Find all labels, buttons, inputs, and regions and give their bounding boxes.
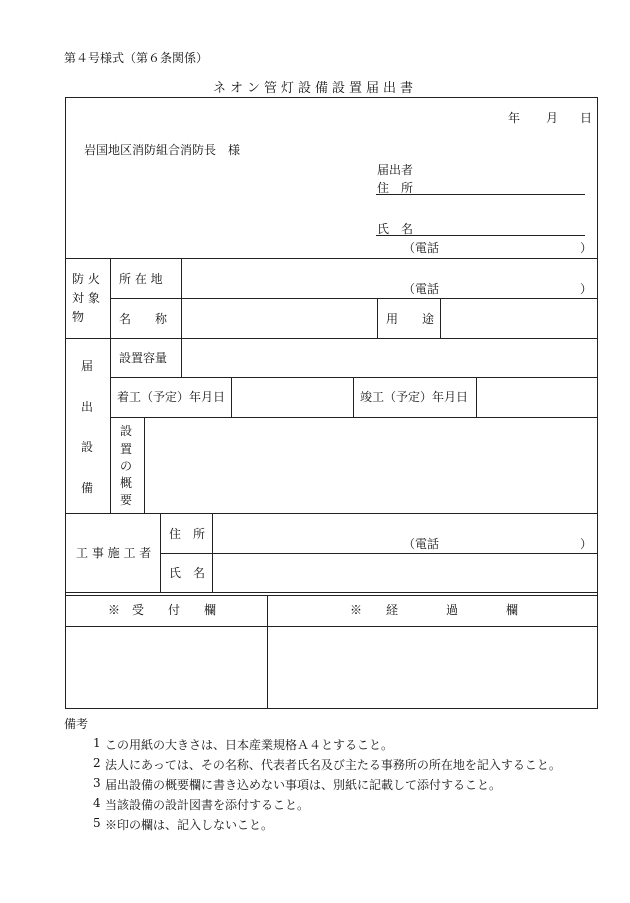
notifier-phone-close: ） bbox=[580, 241, 593, 255]
equipment-label-3: 設 bbox=[81, 440, 94, 454]
location-phone-close: ） bbox=[580, 282, 593, 296]
date-month: 月 bbox=[546, 111, 559, 125]
contractor-phone-open: （電話 bbox=[403, 537, 440, 551]
fire-target-label-3: 物 bbox=[72, 310, 85, 324]
divider bbox=[160, 553, 598, 554]
divider bbox=[65, 626, 598, 627]
notes-title: 備考 bbox=[64, 717, 89, 731]
divider bbox=[267, 595, 268, 709]
note-text: この用紙の大きさは、日本産業規格Ａ４とすること。 bbox=[105, 738, 394, 752]
equipment-label-4: 備 bbox=[81, 481, 94, 495]
note-text: ※印の欄は、記入しないこと。 bbox=[105, 818, 274, 832]
date-day: 日 bbox=[580, 111, 593, 125]
contractor-label: 工 事 施 工 者 bbox=[76, 546, 152, 560]
note-number: 2 bbox=[93, 756, 101, 770]
overview-label-2: 置 bbox=[120, 442, 133, 456]
note-text: 当該設備の設計図書を添付すること。 bbox=[105, 798, 310, 812]
divider bbox=[110, 258, 111, 513]
finish-date-label: 竣工（予定）年月日 bbox=[360, 390, 469, 404]
divider bbox=[110, 377, 598, 378]
divider bbox=[65, 258, 598, 259]
notifier-label: 届出者 bbox=[377, 163, 414, 177]
reception-label: ※ 受 付 欄 bbox=[108, 603, 217, 617]
start-date-label: 着工（予定）年月日 bbox=[117, 390, 226, 404]
divider bbox=[181, 258, 182, 338]
contractor-name-label: 氏 名 bbox=[169, 566, 206, 580]
note-text: 届出設備の概要欄に書き込めない事項は、別紙に記載して添付すること。 bbox=[105, 778, 502, 792]
notifier-address-label: 住 所 bbox=[377, 181, 414, 195]
divider bbox=[65, 338, 598, 339]
progress-label: ※ 経 過 欄 bbox=[350, 603, 519, 617]
divider bbox=[231, 377, 232, 417]
fire-target-label-1: 防 火 bbox=[72, 272, 100, 286]
divider bbox=[110, 298, 598, 299]
divider bbox=[144, 417, 145, 513]
divider bbox=[440, 298, 441, 338]
divider bbox=[212, 513, 213, 592]
fire-target-label-2: 対 象 bbox=[72, 291, 100, 305]
divider bbox=[353, 377, 354, 417]
addressee: 岩国地区消防組合消防長 様 bbox=[84, 143, 241, 157]
use-label: 用 途 bbox=[386, 312, 435, 326]
overview-label-1: 設 bbox=[120, 424, 133, 438]
contractor-phone-close: ） bbox=[580, 537, 593, 551]
note-text: 法人にあっては、その名称、代表者氏名及び主たる事務所の所在地を記入すること。 bbox=[105, 758, 561, 772]
target-name-label: 名 称 bbox=[119, 312, 168, 326]
divider bbox=[377, 298, 378, 338]
divider bbox=[160, 513, 161, 592]
divider bbox=[110, 417, 598, 418]
overview-label-3: の bbox=[120, 459, 133, 473]
divider bbox=[476, 377, 477, 417]
note-number: 3 bbox=[93, 776, 101, 790]
date-year: 年 bbox=[508, 111, 521, 125]
notifier-phone-open: （電話 bbox=[403, 241, 440, 255]
divider bbox=[65, 595, 598, 596]
location-label: 所 在 地 bbox=[119, 272, 163, 286]
capacity-label: 設置容量 bbox=[119, 351, 168, 365]
overview-label-4: 概 bbox=[120, 476, 133, 490]
equipment-label-1: 届 bbox=[81, 359, 94, 373]
contractor-address-label: 住 所 bbox=[169, 527, 206, 541]
divider bbox=[181, 338, 182, 377]
notifier-name-label: 氏 名 bbox=[377, 222, 414, 236]
divider bbox=[65, 592, 598, 593]
equipment-label-2: 出 bbox=[81, 400, 94, 414]
note-number: 1 bbox=[93, 736, 101, 750]
overview-label-5: 要 bbox=[120, 493, 133, 507]
note-number: 5 bbox=[93, 816, 101, 830]
note-number: 4 bbox=[93, 796, 101, 810]
form-number: 第４号様式（第６条関係） bbox=[64, 51, 209, 65]
location-phone-open: （電話 bbox=[403, 282, 440, 296]
divider bbox=[65, 513, 598, 514]
page-title: ネオン管灯設備設置届出書 bbox=[212, 81, 417, 96]
